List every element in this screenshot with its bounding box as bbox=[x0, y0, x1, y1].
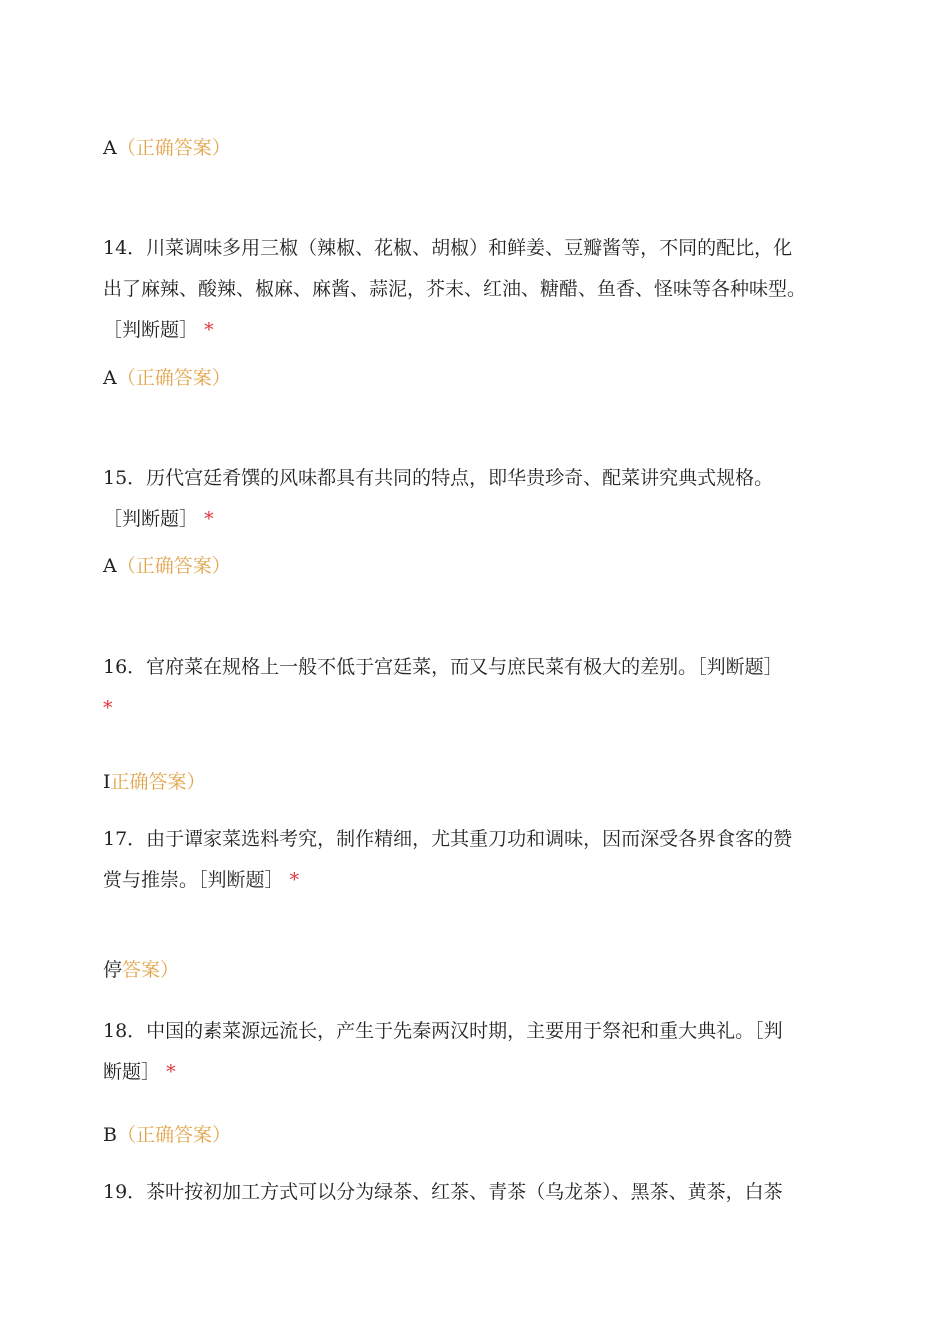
answer-label: 正确答案） bbox=[110, 771, 206, 793]
question-16-line-1: 16．官府菜在规格上一般不低于宫廷菜，而又与庶民菜有极大的差别。［判断题］ bbox=[103, 656, 783, 678]
answer-line-16 bbox=[103, 769, 206, 795]
question-15-line-2 bbox=[103, 506, 214, 532]
answer-label: （正确答案） bbox=[116, 367, 231, 389]
question-16-line-2 bbox=[103, 695, 113, 721]
question-text: 断题］ bbox=[103, 1061, 161, 1083]
answer-letter: A bbox=[103, 555, 117, 577]
answer-line-14 bbox=[103, 365, 231, 391]
required-mark: * bbox=[289, 869, 300, 891]
question-17-line-2 bbox=[103, 867, 299, 893]
answer-letter: A bbox=[103, 367, 117, 389]
question-type-label: ［判断题］ bbox=[103, 319, 199, 341]
question-text: 赏与推崇。［判断题］ bbox=[103, 869, 284, 891]
answer-line-15 bbox=[103, 553, 231, 579]
answer-line-18 bbox=[103, 1122, 231, 1148]
question-15-line-1: 15．历代宫廷肴馔的风味都具有共同的特点，即华贵珍奇、配菜讲究典式规格。 bbox=[103, 467, 774, 489]
answer-label: （正确答案） bbox=[116, 555, 231, 577]
required-mark: * bbox=[204, 508, 214, 530]
answer-label: 答案） bbox=[122, 959, 180, 981]
question-14-line-2: 出了麻辣、酸辣、椒麻、麻酱、蒜泥，芥末、红油、糖醋、鱼香、怪味等各种味型。 bbox=[103, 278, 807, 300]
question-17-line-1: 17．由于谭家菜选料考究，制作精细，尤其重刀功和调味，因而深受各界食客的赞 bbox=[103, 828, 793, 850]
required-mark: * bbox=[103, 697, 113, 719]
question-14-line-3 bbox=[103, 317, 214, 343]
question-14-line-1: 14．川菜调味多用三椒（辣椒、花椒、胡椒）和鲜姜、豆瓣酱等，不同的配比，化 bbox=[103, 237, 793, 259]
question-18-line-1: 18．中国的素菜源远流长，产生于先秦两汉时期，主要用于祭祀和重大典礼。［判 bbox=[103, 1020, 783, 1042]
answer-letter: A bbox=[103, 137, 117, 159]
required-mark: * bbox=[204, 319, 214, 341]
question-type-label: ［判断题］ bbox=[103, 508, 199, 530]
question-18-line-2 bbox=[103, 1059, 176, 1085]
required-mark: * bbox=[166, 1061, 176, 1083]
answer-letter: B bbox=[103, 1124, 117, 1146]
answer-label: （正确答案） bbox=[116, 137, 231, 159]
answer-line-17 bbox=[103, 957, 179, 983]
question-19-line-1: 19．茶叶按初加工方式可以分为绿茶、红茶、青茶（乌龙茶）、黑茶、黄茶，白茶 bbox=[103, 1181, 783, 1203]
answer-label: （正确答案） bbox=[116, 1124, 231, 1146]
answer-letter: I bbox=[103, 771, 111, 793]
answer-letter: 停 bbox=[103, 959, 123, 981]
answer-line-13 bbox=[103, 135, 231, 161]
